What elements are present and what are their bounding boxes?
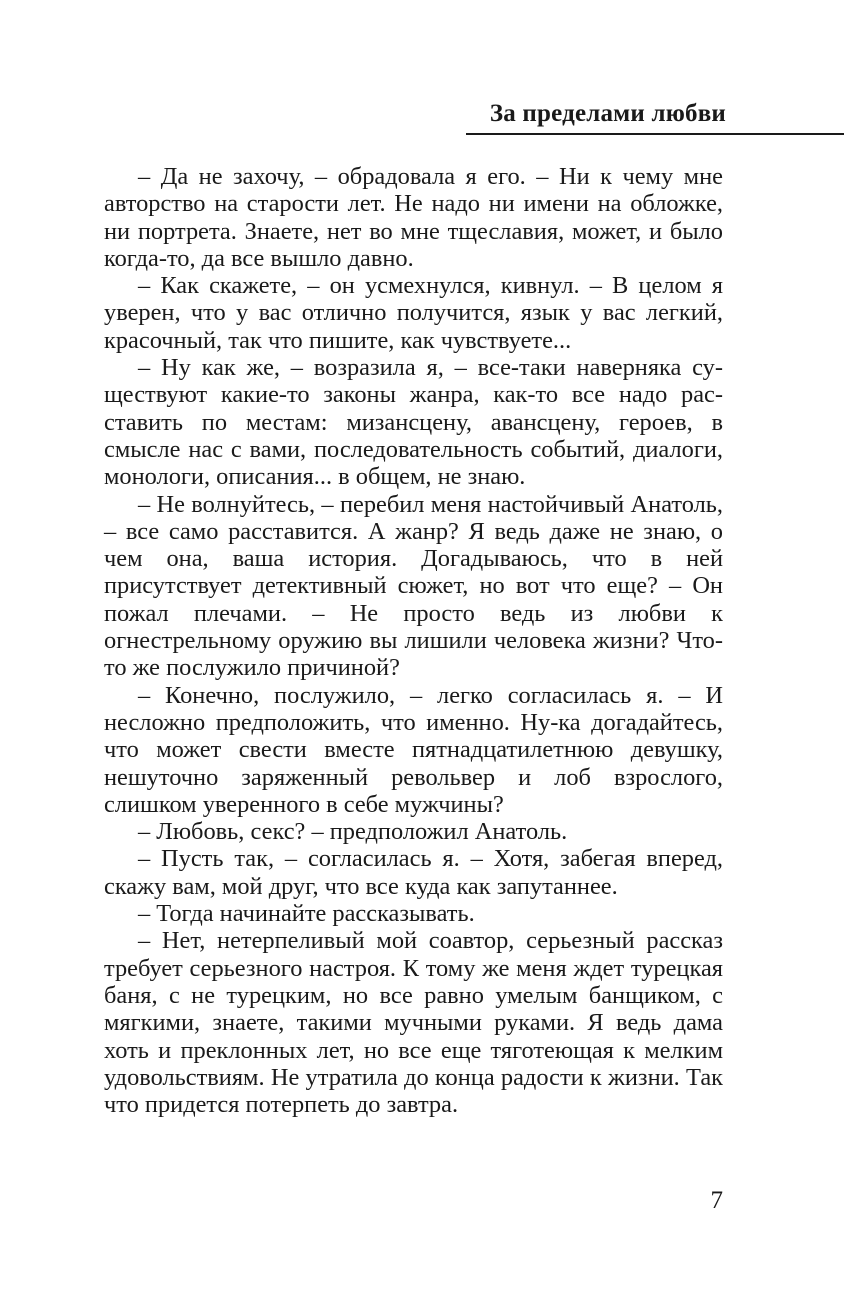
paragraph: – Пусть так, – согласилась я. – Хотя, забегая вперед, скажу вам, мой друг, что все куда как запутаннее.	[104, 845, 723, 900]
paragraph: – Не волнуйтесь, – перебил меня настойчивый Анатоль, – все само расставится. А жанр? Я ведь даже не знаю, о чем она, ваша история. Догадываюсь, что в ней присутствует детективный сюжет, но вот что еще? – Он пожал плечами. – Не просто ведь из любви к огнестрельному оружию вы лишили человека жизни? Что-то же послужило причиной?	[104, 490, 723, 682]
paragraph: – Тогда начинайте рассказывать.	[138, 900, 475, 928]
header-rule	[466, 133, 844, 135]
paragraph: – Конечно, послужило, – легко согласилась я. – И несложно предположить, что именно. Ну-ка догадайтесь, что может свести вместе пятнадцатилетнюю девушку, нешуточно заряженный револьвер и лоб взрослого, слишком уверенного в себе мужчины?	[104, 681, 723, 818]
paragraph: – Ну как же, – возразила я, – все-таки наверняка существуют какие-то законы жанра, как-то все надо расставить по местам: мизансцену, авансцену, героев, в смысле нас с вами, последовательность событий, диалоги, монологи, описания... в общем, не знаю.	[104, 354, 723, 491]
running-title: За пределами любви	[489, 100, 726, 127]
paragraph: – Нет, нетерпеливый мой соавтор, серьезный рассказ требует серьезного настроя. К тому же меня ждет турецкая баня, с не турецким, но все равно умелым банщиком, с мягкими, знаете, такими мучными руками. Я ведь дама хоть и преклонных лет, но все еще тяготеющая к мелким удовольствиям. Не утратила до конца радости к жизни. Так что придется потерпеть до завтра.	[104, 927, 723, 1119]
body-text	[104, 163, 723, 1118]
paragraph: – Любовь, секс? – предположил Анатоль.	[138, 818, 568, 846]
paragraph: – Как скажете, – он усмехнулся, кивнул. – В целом я уверен, что у вас отлично получится, язык у вас легкий, красочный, так что пишите, как чувствуете...	[104, 272, 723, 354]
page-number: 7	[710, 1187, 723, 1214]
running-head	[0, 100, 844, 140]
paragraph: – Да не захочу, – обрадовала я его. – Ни к чему мне авторство на старости лет. Не надо ни имени на обложке, ни портрета. Знаете, нет во мне тщеславия, может, и было когда-то, да все вышло давно.	[104, 163, 723, 272]
